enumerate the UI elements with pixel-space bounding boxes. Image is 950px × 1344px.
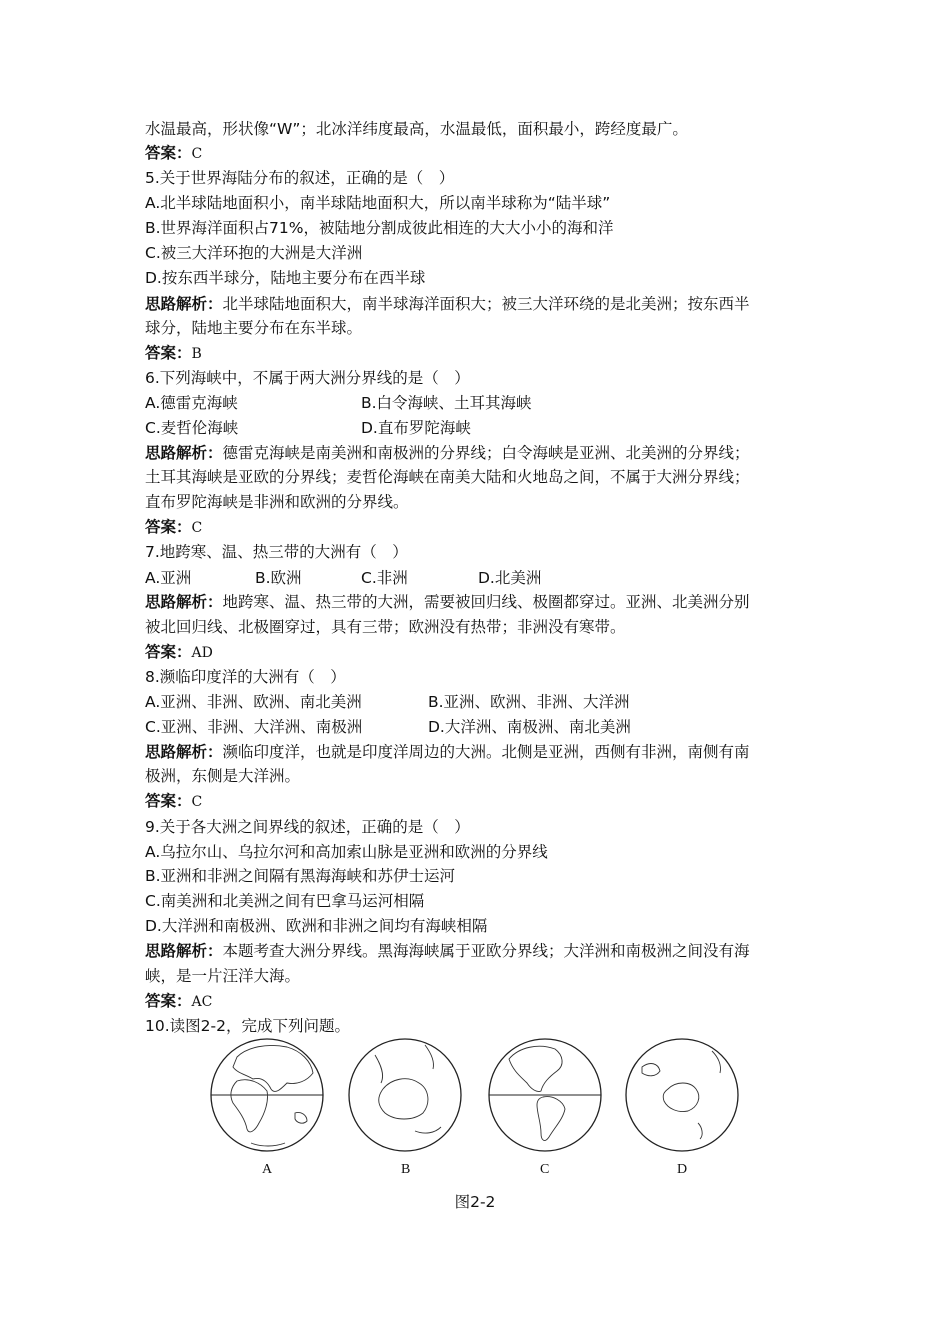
option-7c: C.非洲 [361, 569, 408, 587]
option-9b: B.亚洲和非洲之间隔有黑海海峡和苏伊士运河 [145, 867, 456, 885]
analysis-9-line-2: 峡，是一片汪洋大海。 [145, 967, 301, 985]
answer-value: AC [191, 994, 213, 1010]
analysis-6-line-2: 土耳其海峡是亚欧的分界线；麦哲伦海峡在南美大陆和火地岛之间，不属于大洲分界线； [145, 468, 750, 486]
globe-label-d: D [677, 1162, 688, 1177]
question-stem-7: 7.地跨寒、温、热三带的大洲有（ ） [145, 543, 408, 561]
answer-value: B [191, 346, 202, 362]
globe-label-a: A [262, 1162, 273, 1177]
globe-label-b: B [401, 1162, 411, 1177]
analysis-8-line-1 [145, 740, 750, 764]
option-8c: C.亚洲、非洲、大洋洲、南极洲 [145, 718, 363, 736]
answer-value: AD [191, 645, 213, 661]
answer-label: 答案： [145, 643, 192, 661]
option-5b: B.世界海洋面积占71%，被陆地分割成彼此相连的大大小小的海和洋 [145, 219, 614, 237]
answer-line-q6 [145, 515, 202, 540]
option-7d: D.北美洲 [478, 569, 542, 587]
answer-line-q5 [145, 341, 202, 366]
analysis-7-line-2: 被北回归线、北极圈穿过，具有三带；欧洲没有热带；非洲没有寒带。 [145, 618, 626, 636]
figure-caption: 图2-2 [454, 1193, 496, 1211]
option-9d: D.大洋洲和南极洲、欧洲和非洲之间均有海峡相隔 [145, 917, 488, 935]
analysis-text: 北半球陆地面积大，南半球海洋面积大；被三大洋环绕的是北美洲；按东西半 [222, 295, 750, 313]
option-5a: A.北半球陆地面积小，南半球陆地面积大，所以南半球称为“陆半球” [145, 194, 611, 212]
answer-label: 答案： [145, 518, 192, 536]
question-stem-10: 10.读图2-2，完成下列问题。 [145, 1017, 350, 1035]
answer-line-q4 [145, 141, 202, 166]
options-row-8-2 [145, 715, 845, 739]
option-9c: C.南美洲和北美洲之间有巴拿马运河相隔 [145, 892, 425, 910]
option-8d: D.大洋洲、南极洲、南北美洲 [428, 718, 631, 736]
answer-line-q8 [145, 789, 202, 814]
question-stem-8: 8.濒临印度洋的大洲有（ ） [145, 668, 346, 686]
analysis-9-line-1 [145, 939, 750, 963]
analysis-label: 思路解析： [145, 295, 223, 313]
question-stem-5: 5.关于世界海陆分布的叙述，正确的是（ ） [145, 169, 455, 187]
options-row-7 [145, 566, 845, 590]
options-row-8-1 [145, 690, 845, 714]
option-5c: C.被三大洋环抱的大洲是大洋洲 [145, 244, 363, 262]
globe-d [626, 1039, 738, 1151]
analysis-6-line-3: 直布罗陀海峡是非洲和欧洲的分界线。 [145, 493, 409, 511]
option-8b: B.亚洲、欧洲、非洲、大洋洲 [428, 693, 630, 711]
answer-label: 答案： [145, 792, 192, 810]
analysis-5-line-1 [145, 292, 750, 316]
option-6d: D.直布罗陀海峡 [361, 419, 471, 437]
options-row-6-2 [145, 416, 845, 440]
answer-value: C [191, 794, 203, 810]
option-6c: C.麦哲伦海峡 [145, 419, 239, 437]
question-stem-6: 6.下列海峡中，不属于两大洲分界线的是（ ） [145, 369, 470, 387]
analysis-label: 思路解析： [145, 593, 223, 611]
analysis-label: 思路解析： [145, 942, 223, 960]
answer-value: C [191, 520, 203, 536]
analysis-6-line-1 [145, 441, 750, 465]
analysis-text: 地跨寒、温、热三带的大洲，需要被回归线、极圈都穿过。亚洲、北美洲分别 [222, 593, 750, 611]
analysis-5-line-2: 球分，陆地主要分布在东半球。 [145, 319, 363, 337]
answer-value: C [191, 146, 203, 162]
option-7a: A.亚洲 [145, 569, 192, 587]
globe-label-c: C [540, 1162, 550, 1177]
option-8a: A.亚洲、非洲、欧洲、南北美洲 [145, 693, 362, 711]
answer-line-q9 [145, 989, 212, 1014]
question-stem-9: 9.关于各大洲之间界线的叙述，正确的是（ ） [145, 818, 470, 836]
globe-a [211, 1039, 323, 1151]
answer-label: 答案： [145, 992, 192, 1010]
option-7b: B.欧洲 [255, 569, 302, 587]
analysis-text: 德雷克海峡是南美洲和南极洲的分界线；白令海峡是亚洲、北美洲的分界线； [222, 444, 750, 462]
answer-line-q7 [145, 640, 213, 665]
option-6b: B.白令海峡、土耳其海峡 [361, 394, 532, 412]
analysis-8-line-2: 极洲，东侧是大洋洲。 [145, 767, 301, 785]
answer-label: 答案： [145, 144, 192, 162]
analysis-7-line-1 [145, 590, 750, 614]
globe-c [489, 1039, 601, 1151]
options-row-6-1 [145, 391, 845, 415]
option-9a: A.乌拉尔山、乌拉尔河和高加索山脉是亚洲和欧洲的分界线 [145, 843, 548, 861]
analysis-text: 本题考查大洲分界线。黑海海峡属于亚欧分界线；大洋洲和南极洲之间没有海 [222, 942, 750, 960]
answer-label: 答案： [145, 344, 192, 362]
intro-line: 水温最高，形状像“W”；北冰洋纬度最高，水温最低，面积最小，跨经度最广。 [145, 120, 688, 138]
option-6a: A.德雷克海峡 [145, 394, 238, 412]
globe-b [349, 1039, 461, 1151]
analysis-label: 思路解析： [145, 444, 223, 462]
option-5d: D.按东西半球分，陆地主要分布在西半球 [145, 269, 426, 287]
analysis-text: 濒临印度洋，也就是印度洋周边的大洲。北侧是亚洲，西侧有非洲，南侧有南 [222, 743, 750, 761]
analysis-label: 思路解析： [145, 743, 223, 761]
